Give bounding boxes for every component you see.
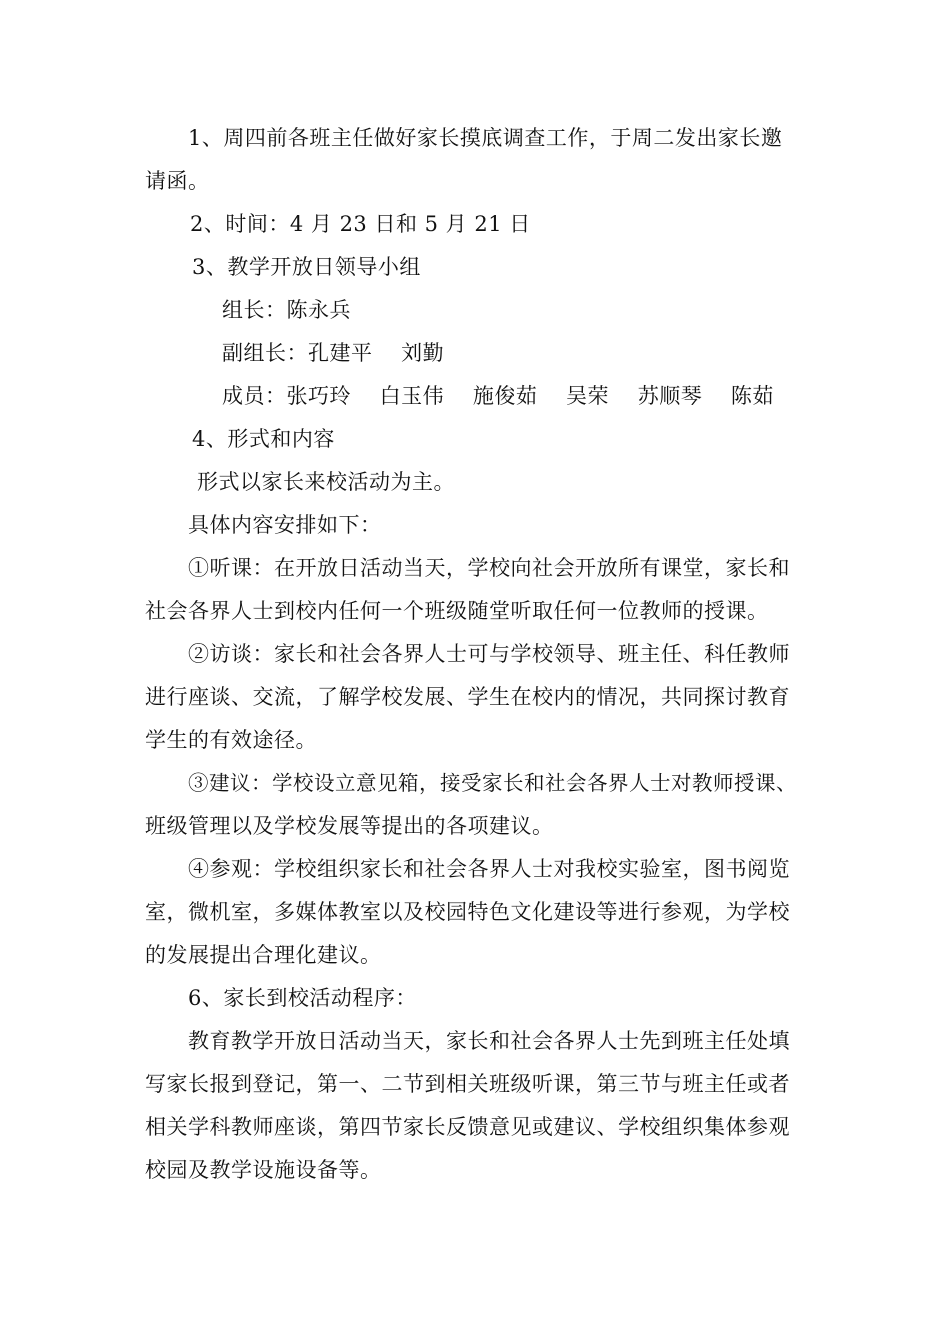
procedure-line-1: 教育教学开放日活动当天，家长和社会各界人士先到班主任处填: [188, 1029, 790, 1053]
interview-line-2: 进行座谈、交流，了解学校发展、学生在校内的情况，共同探讨教育: [145, 685, 790, 709]
procedure-line-2: 写家长报到登记，第一、二节到相关班级听课，第三节与班主任或者: [145, 1072, 790, 1096]
item-1-line-1: 1、周四前各班主任做好家长摸底调查工作，于周二发出家长邀: [188, 126, 783, 150]
item-1-line-2: 请函。: [145, 169, 210, 193]
suggestion-line-1: ③建议：学校设立意见箱，接受家长和社会各界人士对教师授课、: [188, 771, 797, 795]
form-description: 形式以家长来校活动为主。: [197, 470, 455, 494]
group-members: 成员：张巧玲 白玉伟 施俊茹 吴荣 苏顺琴 陈茹: [222, 384, 774, 408]
item-6-heading: 6、家长到校活动程序：: [188, 986, 417, 1010]
procedure-line-3: 相关学科教师座谈，第四节家长反馈意见或建议、学校组织集体参观: [145, 1115, 790, 1139]
item-2-time: 2、时间：4 月 23 日和 5 月 21 日: [190, 212, 531, 236]
suggestion-line-2: 班级管理以及学校发展等提出的各项建议。: [145, 814, 554, 838]
group-deputy-leader: 副组长：孔建平 刘勤: [222, 341, 445, 365]
content-intro: 具体内容安排如下：: [188, 513, 382, 537]
listen-class-line-2: 社会各界人士到校内任何一个班级随堂听取任何一位教师的授课。: [145, 599, 769, 623]
interview-line-3: 学生的有效途径。: [145, 728, 317, 752]
listen-class-line-1: ①听课：在开放日活动当天，学校向社会开放所有课堂，家长和: [188, 556, 790, 580]
procedure-line-4: 校园及教学设施设备等。: [145, 1158, 382, 1182]
group-leader: 组长：陈永兵: [222, 298, 351, 322]
visit-line-1: ④参观：学校组织家长和社会各界人士对我校实验室，图书阅览: [188, 857, 790, 881]
visit-line-3: 的发展提出合理化建议。: [145, 943, 382, 967]
item-3-heading: 3、教学开放日领导小组: [192, 255, 421, 279]
interview-line-1: ②访谈：家长和社会各界人士可与学校领导、班主任、科任教师: [188, 642, 790, 666]
item-4-heading: 4、形式和内容: [192, 427, 335, 451]
visit-line-2: 室，微机室，多媒体教室以及校园特色文化建设等进行参观，为学校: [145, 900, 790, 924]
